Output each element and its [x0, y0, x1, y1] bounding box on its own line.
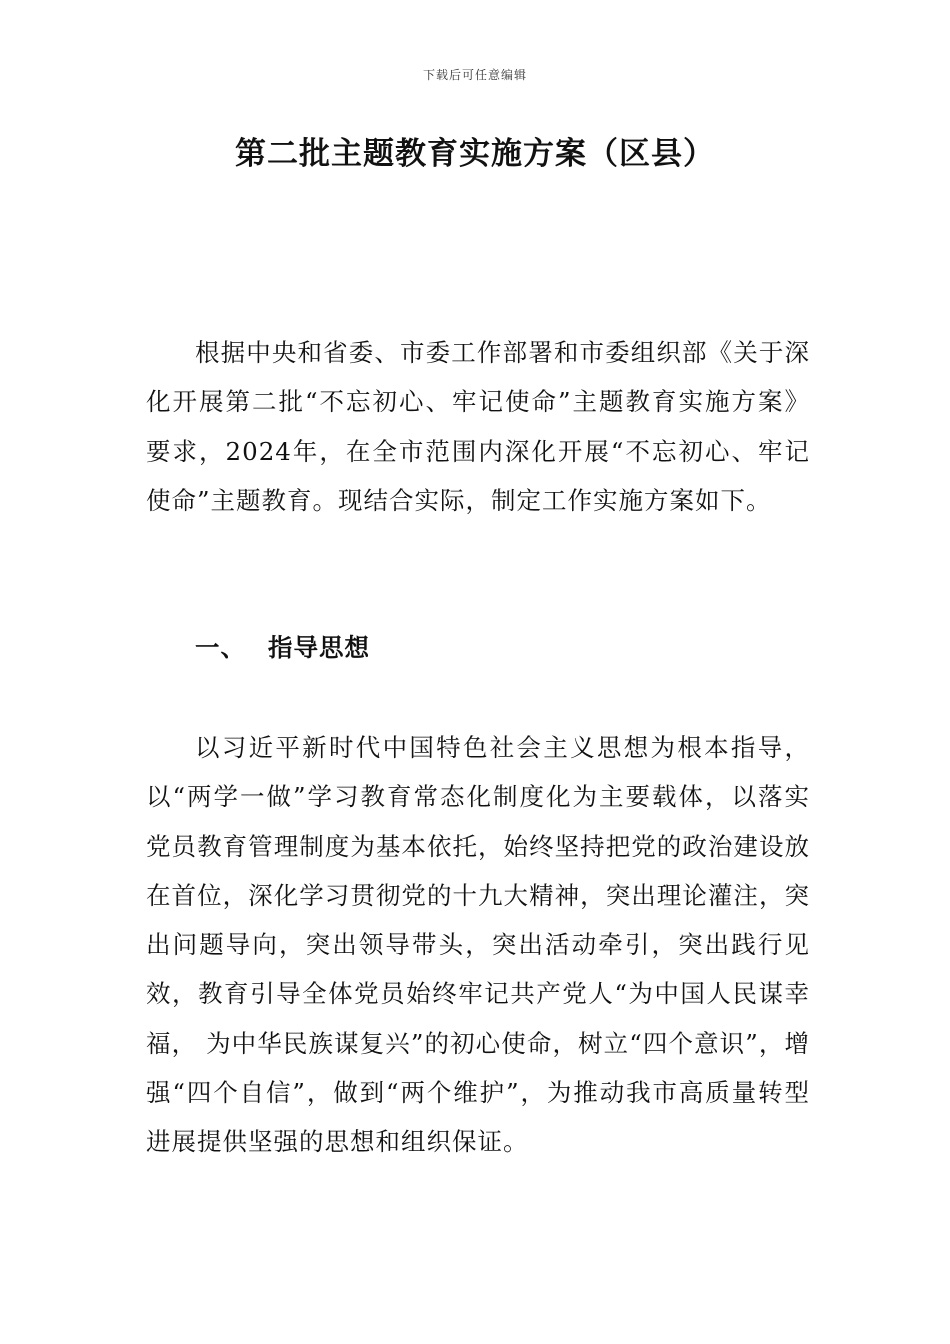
- section-paragraph: 以习近平新时代中国特色社会主义思想为根本指导，以“两学一做”学习教育常态化制度化为主要载体，以落实党员教育管理制度为基本依托，始终坚持把党的政治建设放在首位，深化学习贯彻党的十九大精神，突出理论灌注，突出问题导向，突出领导带头，突出活动牵引，突出践行见效，教育引导全体党员始终牢记共产党人“为中国人民谋幸福， 为中华民族谋复兴”的初心使命，树立“四个意识”，增强“四个自信”，做到“两个维护”，为推动我市高质量转型进展提供坚强的思想和组织保证。: [146, 733, 810, 1157]
- section-title: 指导思想: [268, 633, 370, 662]
- document-title: 第二批主题教育实施方案（区县）: [235, 136, 715, 172]
- intro-paragraph: 根据中央和省委、市委工作部署和市委组织部《关于深化开展第二批“不忘初心、牢记使命”主题教育实施方案》要求，2024年，在全市范围内深化开展“不忘初心、牢记使命”主题教育。现结合实际，制定工作实施方案如下。: [146, 338, 810, 515]
- header-note: 下载后可任意编辑: [422, 68, 527, 82]
- section-number: 一、: [195, 633, 246, 662]
- section-heading: [195, 628, 370, 668]
